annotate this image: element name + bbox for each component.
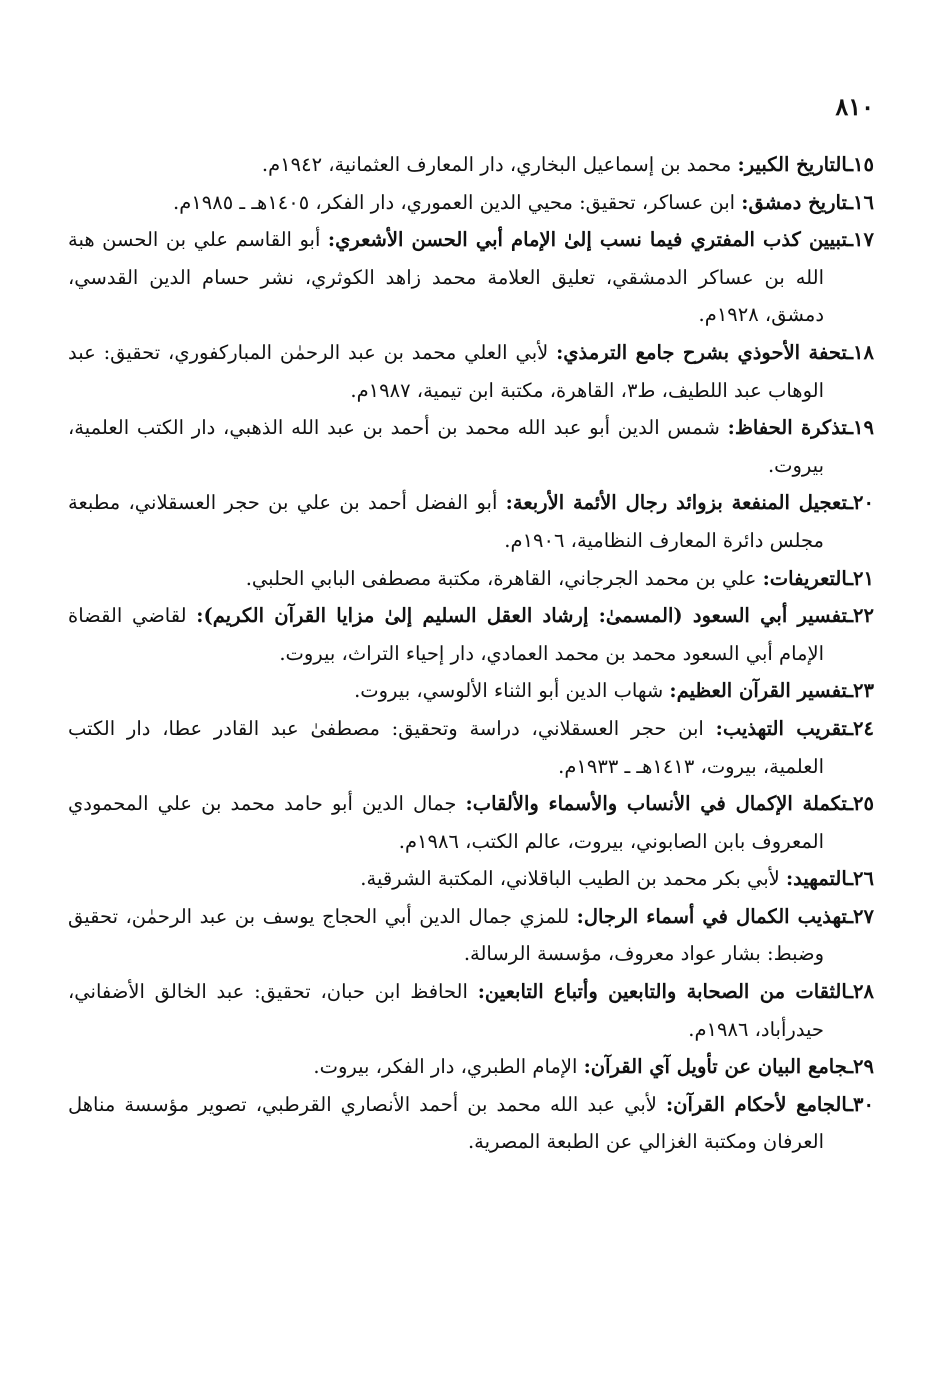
reference-item — [68, 146, 874, 184]
reference-number: ٢٥ـ — [847, 792, 874, 816]
reference-title: التمهيد: — [785, 867, 848, 891]
reference-item — [68, 785, 874, 860]
reference-title: تفسير أبي السعود (المسمىٰ: إرشاد العقل السليم إلىٰ مزايا القرآن الكريم): — [196, 604, 848, 628]
reference-number: ٢٨ـ — [847, 980, 874, 1004]
reference-title: تاريخ دمشق: — [741, 190, 848, 214]
reference-item — [68, 898, 874, 973]
reference-title: جامع البيان عن تأويل آي القرآن: — [583, 1055, 848, 1079]
reference-item — [68, 560, 874, 598]
reference-item — [68, 973, 874, 1048]
reference-number: ١٧ـ — [847, 228, 874, 252]
reference-details: شهاب الدين أبو الثناء الألوسي، بيروت. — [354, 679, 670, 703]
reference-item — [68, 860, 874, 898]
reference-title: التعريفات: — [762, 566, 848, 590]
reference-details: محمد بن إسماعيل البخاري، دار المعارف العثمانية، ١٩٤٢م. — [261, 153, 738, 176]
reference-details: أبو الفضل أحمد بن علي بن حجر العسقلاني، مطبعة مجلس دائرة المعارف النظامية، ١٩٠٦م. — [68, 491, 824, 552]
reference-item — [68, 1048, 874, 1086]
reference-item — [68, 409, 874, 484]
reference-number: ١٩ـ — [847, 416, 874, 440]
reference-title: تكملة الإكمال في الأنساب والأسماء والألقاب: — [465, 792, 848, 816]
reference-number: ٢٠ـ — [847, 491, 874, 515]
reference-item — [68, 484, 874, 559]
reference-number: ٢٢ـ — [847, 604, 874, 628]
reference-details: شمس الدين أبو عبد الله محمد بن أحمد بن عبد الله الذهبي، دار الكتب العلمية، بيروت. — [68, 416, 824, 477]
reference-number: ٢٣ـ — [847, 679, 874, 703]
reference-details: لأبي عبد الله محمد بن أحمد الأنصاري القرطبي، تصوير مؤسسة مناهل العرفان ومكتبة الغزالي عن الطبعة المصرية. — [68, 1092, 824, 1154]
reference-item — [68, 710, 874, 785]
reference-title: تعجيل المنفعة بزوائد رجال الأئمة الأربعة: — [505, 491, 848, 515]
reference-title: الثقات من الصحابة والتابعين وأتباع التابعين: — [477, 980, 848, 1004]
reference-details: لقاضي القضاة الإمام أبي السعود محمد بن محمد العمادي، دار إحياء التراث، بيروت. — [68, 604, 824, 665]
reference-item — [68, 672, 874, 710]
reference-title: تحفة الأحوذي بشرح جامع الترمذي: — [556, 340, 848, 364]
reference-title: تفسير القرآن العظيم: — [669, 679, 848, 703]
reference-item — [68, 597, 874, 672]
reference-title: التاريخ الكبير: — [737, 153, 848, 176]
reference-details: لأبي بكر محمد بن الطيب الباقلاني، المكتبة الشرقية. — [360, 867, 786, 891]
page-number: ٨١٠ — [835, 92, 874, 121]
reference-title: تذكرة الحفاظ: — [727, 416, 848, 440]
reference-details: جمال الدين أبو حامد محمد بن علي المحمودي المعروف بابن الصابوني، بيروت، عالم الكتب، ١٩٨٦م. — [68, 792, 824, 853]
reference-details: الحافظ ابن حبان، تحقيق: عبد الخالق الأضفاني، حيدرأباد، ١٩٨٦م. — [68, 980, 824, 1041]
reference-number: ٢٦ـ — [847, 867, 874, 891]
reference-title: تبيين كذب المفتري فيما نسب إلىٰ الإمام أبي الحسن الأشعري: — [327, 228, 848, 252]
reference-title: الجامع لأحكام القرآن: — [665, 1092, 848, 1116]
reference-item — [68, 334, 874, 409]
reference-item — [68, 1086, 874, 1161]
reference-number: ١٥ـ — [847, 153, 874, 176]
reference-item — [68, 184, 874, 222]
reference-number: ١٨ـ — [847, 340, 874, 364]
reference-number: ٢٧ـ — [847, 904, 874, 928]
reference-number: ١٦ـ — [847, 190, 874, 214]
reference-details: ابن حجر العسقلاني، دراسة وتحقيق: مصطفىٰ عبد القادر عطا، دار الكتب العلمية، بيروت، ١٤١٣هـ ـ ١٩٣٣م. — [68, 716, 824, 778]
reference-number: ٢٤ـ — [847, 716, 874, 740]
reference-title: تقريب التهذيب: — [715, 716, 848, 740]
reference-details: الإمام الطبري، دار الفكر، بيروت. — [313, 1055, 584, 1079]
reference-number: ٢٩ـ — [847, 1055, 874, 1079]
reference-item — [68, 221, 874, 334]
reference-details: ابن عساكر، تحقيق: محيي الدين العموري، دار الفكر، ١٤٠٥هـ ـ ١٩٨٥م. — [173, 190, 742, 214]
reference-details: لأبي العلي محمد بن عبد الرحمٰن المباركفوري، تحقيق: عبد الوهاب عبد اللطيف، ط٣، القاهرة، مكتبة ابن تيمية، ١٩٨٧م. — [68, 340, 824, 402]
reference-title: تهذيب الكمال في أسماء الرجال: — [576, 904, 848, 928]
reference-details: أبو القاسم علي بن الحسن هبة الله بن عساكر الدمشقي، تعليق العلامة محمد زاهد الكوثري، نشر حسام الدين القدسي، دمشق، ١٩٢٨م. — [68, 228, 824, 327]
reference-number: ٣٠ـ — [847, 1092, 874, 1116]
reference-details: للمزي جمال الدين أبي الحجاج يوسف بن عبد الرحمٰن، تحقيق وضبط: بشار عواد معروف، مؤسسة الرسالة. — [68, 904, 824, 966]
reference-number: ٢١ـ — [847, 566, 874, 590]
bibliography-list — [68, 146, 874, 1161]
reference-details: علي بن محمد الجرجاني، القاهرة، مكتبة مصطفى البابي الحلبي. — [245, 566, 763, 590]
